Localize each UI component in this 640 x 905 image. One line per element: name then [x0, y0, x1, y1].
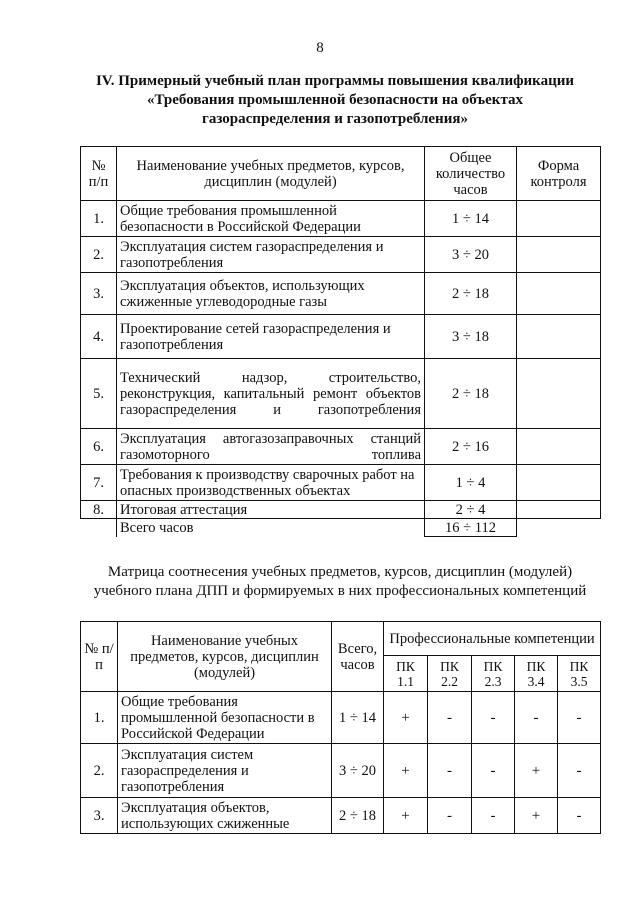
row-hours: 2 ÷ 16 [425, 429, 517, 465]
matrix-header-num: № п/п [81, 622, 118, 692]
row-hours: 1 ÷ 14 [425, 201, 517, 237]
section-title-line: газораспределения и газопотребления» [202, 111, 468, 127]
matrix-row-num: 3. [81, 798, 118, 834]
matrix-mark: + [515, 744, 558, 798]
row-form [517, 237, 601, 273]
row-num: 3. [81, 273, 117, 315]
row-form [517, 501, 601, 519]
matrix-title-line: учебного плана ДПП и формируемых в них профессиональных компетенций [93, 583, 587, 599]
row-name: Эксплуатация автогазозаправочных станций газомоторного топлива [117, 429, 425, 465]
row-name: Итоговая аттестация [117, 501, 425, 519]
matrix-mark: + [384, 692, 428, 744]
row-form [517, 465, 601, 501]
row-num: 1. [81, 201, 117, 237]
matrix-header-name: Наименование учебных предметов, курсов, дисциплин (модулей) [118, 622, 332, 692]
matrix-row-name: Эксплуатация систем газораспределения и газопотребления [118, 744, 332, 798]
table-row [81, 273, 601, 315]
pk-header: ПК 3.4 [515, 656, 558, 692]
matrix-row-name: Эксплуатация объектов, использующих сжиженные [118, 798, 332, 834]
matrix-header-competencies: Профессиональные компетенции [384, 622, 601, 656]
matrix-row [81, 798, 601, 834]
pk-header: ПК 1.1 [384, 656, 428, 692]
row-form [517, 273, 601, 315]
row-form [517, 359, 601, 429]
row-num: 7. [81, 465, 117, 501]
row-num: 6. [81, 429, 117, 465]
total-blank [81, 519, 117, 537]
pk-header: ПК 3.5 [558, 656, 601, 692]
pk-header: ПК 2.2 [428, 656, 472, 692]
matrix-mark: - [472, 744, 515, 798]
matrix-mark: + [384, 744, 428, 798]
row-num: 8. [81, 501, 117, 519]
header-num: № п/п [81, 147, 117, 201]
row-hours: 3 ÷ 18 [425, 315, 517, 359]
table-row [81, 315, 601, 359]
table-row [81, 465, 601, 501]
section-title-line: IV. Примерный учебный план программы повышения квалификации [95, 73, 575, 89]
row-name: Требования к производству сварочных работ на опасных производственных объектах [117, 465, 425, 501]
row-name: Технический надзор, строительство, реконструкция, капитальный ремонт объектов газораспределения и газопотребления [117, 359, 425, 429]
table-row [81, 201, 601, 237]
matrix-mark: - [558, 798, 601, 834]
curriculum-plan-table [80, 146, 601, 537]
page-number: 8 [316, 40, 324, 56]
row-form [517, 429, 601, 465]
matrix-mark: - [515, 692, 558, 744]
matrix-mark: + [384, 798, 428, 834]
row-num: 2. [81, 237, 117, 273]
matrix-title [80, 563, 600, 601]
matrix-header-hours: Всего, часов [332, 622, 384, 692]
matrix-mark: - [428, 798, 472, 834]
header-form: Форма контроля [517, 147, 601, 201]
row-form [517, 315, 601, 359]
total-form-blank [517, 519, 601, 537]
matrix-mark: - [472, 798, 515, 834]
row-hours: 2 ÷ 18 [425, 359, 517, 429]
header-hours: Общее количество часов [425, 147, 517, 201]
total-row [81, 519, 601, 537]
matrix-mark: - [428, 692, 472, 744]
row-num: 5. [81, 359, 117, 429]
row-name: Эксплуатация систем газораспределения и газопотребления [117, 237, 425, 273]
matrix-row-hours: 2 ÷ 18 [332, 798, 384, 834]
row-name: Проектирование сетей газораспределения и газопотребления [117, 315, 425, 359]
table-row [81, 237, 601, 273]
total-label: Всего часов [117, 519, 425, 537]
table-row [81, 429, 601, 465]
matrix-title-line: Матрица соотнесения учебных предметов, курсов, дисциплин (модулей) [107, 564, 573, 580]
table-row [81, 501, 601, 519]
matrix-mark: + [515, 798, 558, 834]
row-num: 4. [81, 315, 117, 359]
matrix-mark: - [472, 692, 515, 744]
matrix-mark: - [558, 692, 601, 744]
matrix-row-name: Общие требования промышленной безопасности в Российской Федерации [118, 692, 332, 744]
section-title [70, 72, 600, 129]
matrix-mark: - [558, 744, 601, 798]
total-hours: 16 ÷ 112 [425, 519, 517, 537]
matrix-row-num: 2. [81, 744, 118, 798]
row-hours: 2 ÷ 18 [425, 273, 517, 315]
pk-header: ПК 2.3 [472, 656, 515, 692]
competency-matrix-table [80, 621, 601, 834]
matrix-header-row [81, 622, 601, 656]
matrix-row-num: 1. [81, 692, 118, 744]
row-hours: 2 ÷ 4 [425, 501, 517, 519]
matrix-row-hours: 3 ÷ 20 [332, 744, 384, 798]
row-hours: 1 ÷ 4 [425, 465, 517, 501]
row-name: Общие требования промышленной безопасности в Российской Федерации [117, 201, 425, 237]
matrix-row [81, 692, 601, 744]
matrix-row-hours: 1 ÷ 14 [332, 692, 384, 744]
matrix-row [81, 744, 601, 798]
table-row [81, 359, 601, 429]
section-title-line: «Требования промышленной безопасности на объектах [146, 92, 524, 108]
header-name: Наименование учебных предметов, курсов, дисциплин (модулей) [117, 147, 425, 201]
matrix-mark: - [428, 744, 472, 798]
row-form [517, 201, 601, 237]
table-header-row [81, 147, 601, 201]
row-name: Эксплуатация объектов, использующих сжиженные углеводородные газы [117, 273, 425, 315]
row-hours: 3 ÷ 20 [425, 237, 517, 273]
